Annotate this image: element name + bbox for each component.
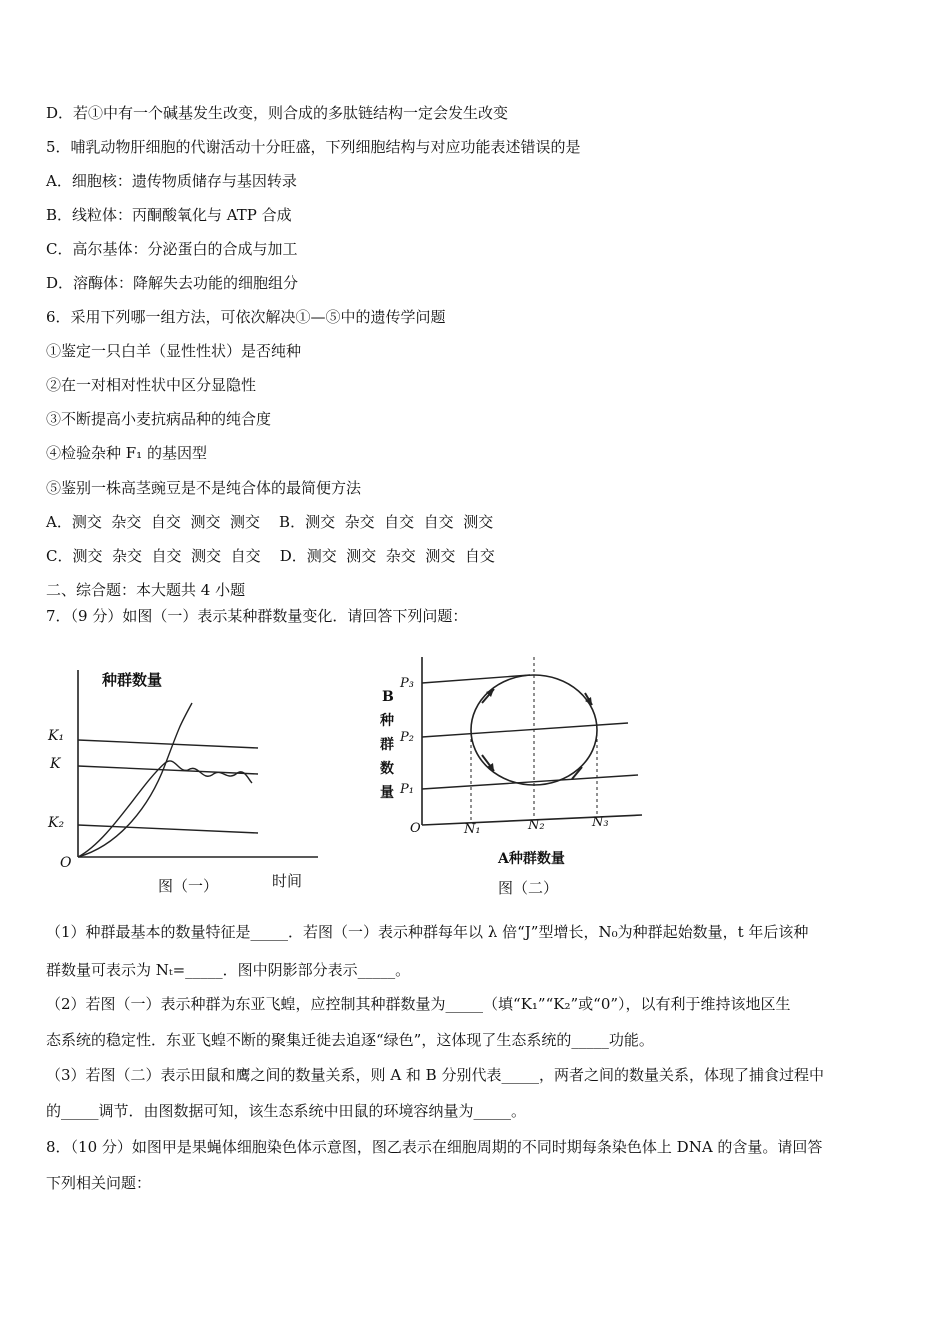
question-7-part-1-line-2: 群数量可表示为 Nₜ=_____．图中阴影部分表示_____。 xyxy=(46,961,411,979)
y-label-char-3: 群 xyxy=(380,737,394,753)
question-5-option-d: D．溶酶体：降解失去功能的细胞组分 xyxy=(46,274,299,292)
question-6-item-3: ③不断提高小麦抗病品种的纯合度 xyxy=(46,410,272,428)
question-7-part-2-line-1: （2）若图（一）表示种群为东亚飞蝗，应控制其种群数量为_____（填“K₁”“K₂”或“0”），以有利于维持该地区生 xyxy=(46,995,791,1013)
question-7-stem: 7．（9 分）如图（一）表示某种群数量变化．请回答下列问题： xyxy=(46,607,468,625)
p3-line xyxy=(422,675,530,683)
k-line xyxy=(78,766,258,774)
k2-label: K₂ xyxy=(48,815,65,831)
y-axis-label: 种群数量 xyxy=(102,671,163,689)
j-curve xyxy=(78,703,192,857)
n2-label: N₂ xyxy=(528,818,545,833)
y-label-b: B xyxy=(382,689,394,705)
p2-label: P₂ xyxy=(400,730,414,745)
figure-2-predator-prey xyxy=(370,645,670,900)
question-5-option-c: C．高尔基体：分泌蛋白的合成与加工 xyxy=(46,240,298,258)
question-5-stem: 5．哺乳动物肝细胞的代谢活动十分旺盛，下列细胞结构与对应功能表述错误的是 xyxy=(46,138,581,156)
y-label-char-5: 量 xyxy=(380,785,394,801)
question-8-stem-line-1: 8．（10 分）如图甲是果蝇体细胞染色体示意图，图乙表示在细胞周期的不同时期每条染色体上 DNA 的含量。请回答 xyxy=(46,1138,823,1156)
question-7-part-2-line-2: 态系统的稳定性．东亚飞蝗不断的聚集迁徙去追逐“绿色”，这体现了生态系统的_____功能。 xyxy=(46,1031,654,1049)
k-label: K xyxy=(50,756,61,772)
question-7-part-3-line-1: （3）若图（二）表示田鼠和鹰之间的数量关系，则 A 和 B 分别代表_____，两者之间的数量关系，体现了捕食过程中 xyxy=(46,1066,824,1084)
y-label-char-4: 数 xyxy=(380,761,394,777)
p1-line xyxy=(422,775,638,789)
x-axis-label: A种群数量 xyxy=(498,851,565,867)
question-6-options-cd: C．测交 杂交 自交 测交 自交 D．测交 测交 杂交 测交 自交 xyxy=(46,547,495,565)
figure-caption: 图（二） xyxy=(498,879,559,897)
figure-caption: 图（一） xyxy=(158,877,219,895)
k1-line xyxy=(78,740,258,748)
k1-label: K₁ xyxy=(48,728,65,744)
p1-label: P₁ xyxy=(400,782,414,797)
origin-label: O xyxy=(60,855,72,871)
question-6-item-1: ①鉴定一只白羊（显性性状）是否纯种 xyxy=(46,342,302,360)
question-6-options-ab: A．测交 杂交 自交 测交 测交 B．测交 杂交 自交 自交 测交 xyxy=(46,513,494,531)
question-5-option-b: B．线粒体：丙酮酸氧化与 ATP 合成 xyxy=(46,206,292,224)
y-label-char-2: 种 xyxy=(380,713,394,729)
k2-line xyxy=(78,825,258,833)
question-6-item-5: ⑤鉴别一株高茎豌豆是不是纯合体的最简便方法 xyxy=(46,479,362,497)
question-7-part-1-line-1: （1）种群最基本的数量特征是_____．若图（一）表示种群每年以 λ 倍“J”型增长，N₀为种群起始数量，t 年后该种 xyxy=(46,923,809,941)
n1-label: N₁ xyxy=(464,822,481,837)
question-4-option-d: D．若①中有一个碱基发生改变，则合成的多肽链结构一定会发生改变 xyxy=(46,104,509,122)
question-7-part-3-line-2: 的_____调节．由图数据可知，该生态系统中田鼠的环境容纳量为_____。 xyxy=(46,1102,527,1120)
s-curve xyxy=(78,761,252,857)
origin-label: O xyxy=(410,821,421,836)
question-5-option-a: A．细胞核：遗传物质储存与基因转录 xyxy=(46,172,297,190)
x-axis-label: 时间 xyxy=(272,872,303,890)
figure-1-population-curve xyxy=(40,655,340,900)
section-heading: 二、综合题：本大题共 4 小题 xyxy=(46,581,246,599)
p3-label: P₃ xyxy=(400,676,414,691)
question-8-stem-line-2: 下列相关问题： xyxy=(46,1174,152,1192)
question-6-stem: 6．采用下列哪一组方法，可依次解决①—⑤中的遗传学问题 xyxy=(46,308,446,326)
question-6-item-4: ④检验杂种 F₁ 的基因型 xyxy=(46,444,207,462)
question-6-item-2: ②在一对相对性状中区分显隐性 xyxy=(46,376,257,394)
n3-label: N₃ xyxy=(592,815,609,830)
